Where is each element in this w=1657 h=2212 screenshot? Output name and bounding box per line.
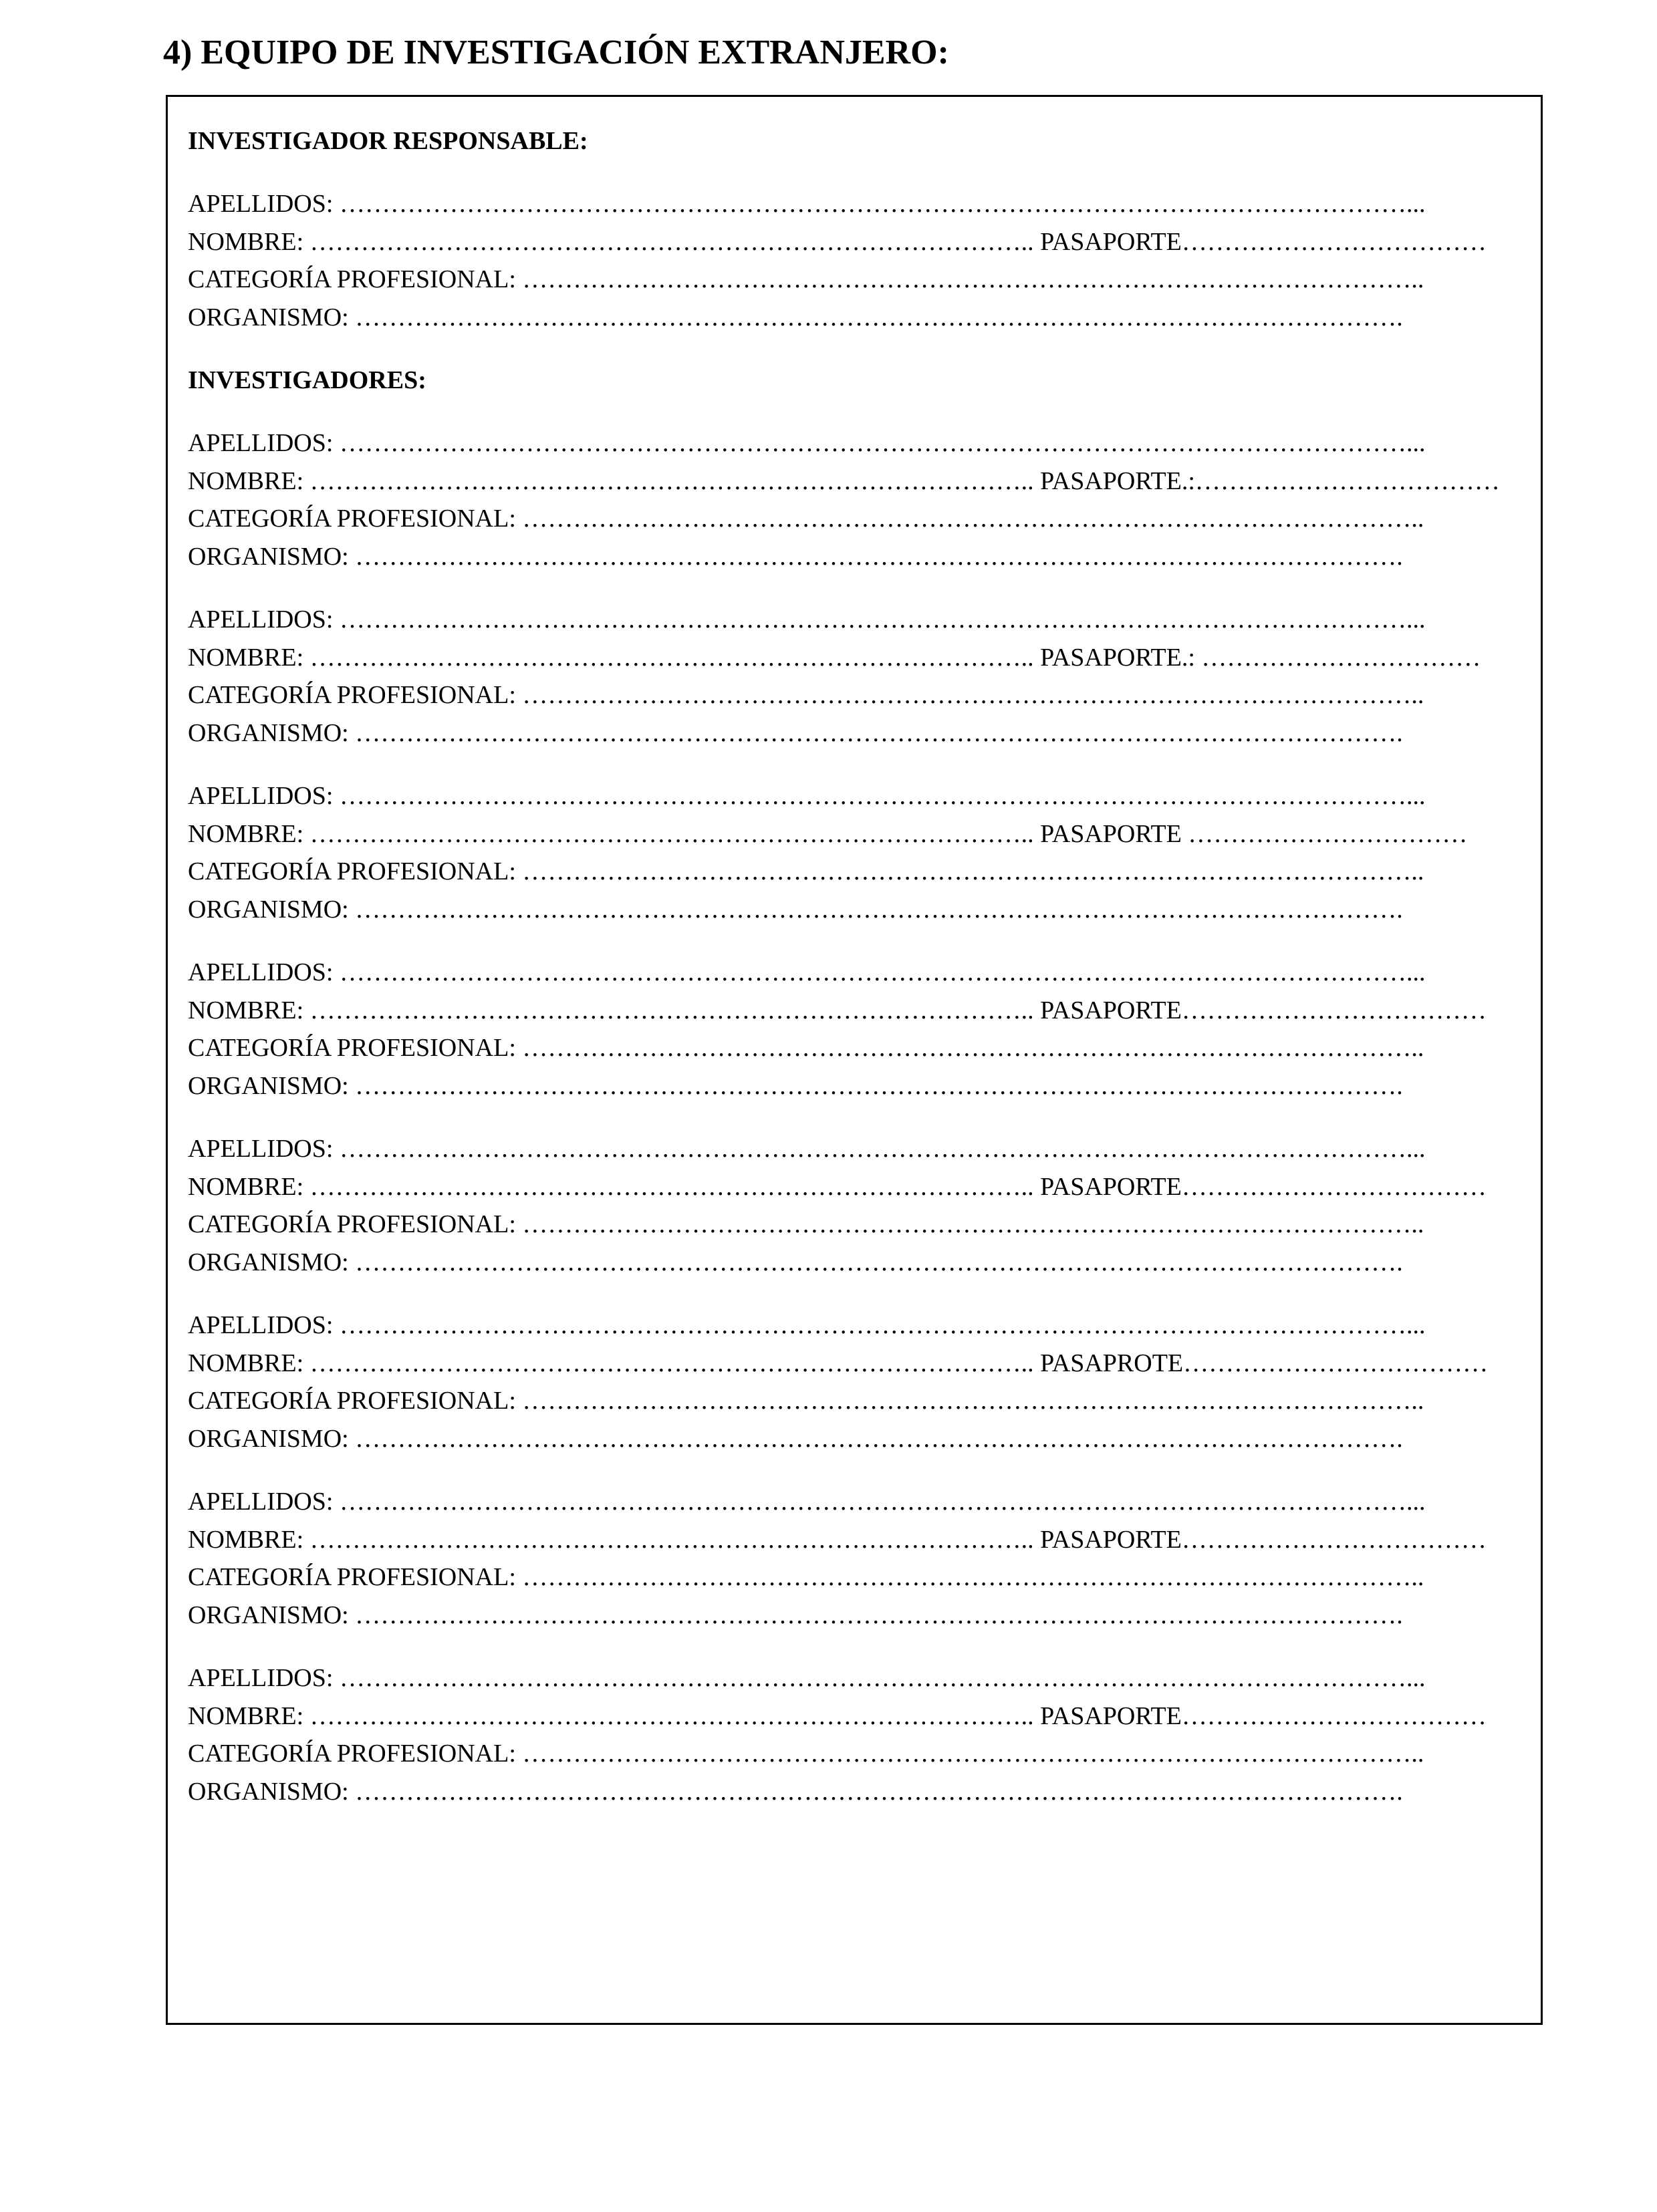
apellidos-field[interactable]: APELLIDOS: ………………………………………………………………………………………………………………... [188,605,1426,634]
organismo-field[interactable]: ORGANISMO: ……………………………………………………………………………………………………………. [188,1248,1403,1276]
categoria-profesional-field[interactable]: CATEGORÍA PROFESIONAL: …………………………………………………………………………………………….. [188,505,1424,533]
investigator-block [188,954,1518,1105]
apellidos-field[interactable]: APELLIDOS: ………………………………………………………………………………………………………………... [188,782,1426,810]
nombre-pasaporte-field[interactable]: NOMBRE: ………………………………………………………………………….. PASAPORTE …………………………… [188,819,1468,848]
categoria-profesional-field[interactable]: CATEGORÍA PROFESIONAL: …………………………………………………………………………………………….. [188,1034,1424,1062]
categoria-profesional-field[interactable]: CATEGORÍA PROFESIONAL: …………………………………………………………………………………………….. [188,1740,1424,1768]
organismo-field[interactable]: ORGANISMO: ……………………………………………………………………………………………………………. [188,1071,1403,1100]
apellidos-field[interactable]: APELLIDOS: ………………………………………………………………………………………………………………... [188,429,1426,457]
investigator-block [188,601,1518,752]
nombre-pasaporte-field[interactable]: NOMBRE: ………………………………………………………………………….. PASAPORTE.: …………………………… [188,643,1481,672]
organismo-field[interactable]: ORGANISMO: ……………………………………………………………………………………………………………. [188,1601,1403,1629]
nombre-pasaporte-field[interactable]: NOMBRE: ………………………………………………………………………….. PASAPORTE……………………………… [188,227,1487,256]
investigator-block [188,1306,1518,1458]
organismo-field[interactable]: ORGANISMO: ……………………………………………………………………………………………………………. [188,895,1403,924]
form-content [188,122,1518,1810]
nombre-pasaporte-field[interactable]: NOMBRE: ………………………………………………………………………….. PASAPORTE……………………………… [188,1172,1487,1201]
organismo-field[interactable]: ORGANISMO: ……………………………………………………………………………………………………………. [188,542,1403,571]
responsible-investigator-block [188,185,1518,336]
investigator-block [188,777,1518,928]
apellidos-field[interactable]: APELLIDOS: ………………………………………………………………………………………………………………... [188,190,1426,218]
categoria-profesional-field[interactable]: CATEGORÍA PROFESIONAL: …………………………………………………………………………………………….. [188,1210,1424,1238]
categoria-profesional-field[interactable]: CATEGORÍA PROFESIONAL: …………………………………………………………………………………………….. [188,1563,1424,1591]
nombre-pasaporte-field[interactable]: NOMBRE: ………………………………………………………………………….. PASAPORTE……………………………… [188,1525,1487,1554]
categoria-profesional-field[interactable]: CATEGORÍA PROFESIONAL: …………………………………………………………………………………………….. [188,857,1424,885]
organismo-field[interactable]: ORGANISMO: ……………………………………………………………………………………………………………. [188,718,1403,747]
organismo-field[interactable]: ORGANISMO: ……………………………………………………………………………………………………………. [188,1424,1403,1453]
apellidos-field[interactable]: APELLIDOS: ………………………………………………………………………………………………………………... [188,1135,1426,1163]
apellidos-field[interactable]: APELLIDOS: ………………………………………………………………………………………………………………... [188,1488,1426,1516]
nombre-pasaporte-field[interactable]: NOMBRE: ………………………………………………………………………….. PASAPROTE……………………………… [188,1349,1489,1377]
apellidos-field[interactable]: APELLIDOS: ………………………………………………………………………………………………………………... [188,958,1426,986]
investigators-heading: INVESTIGADORES: [188,366,426,394]
categoria-profesional-field[interactable]: CATEGORÍA PROFESIONAL: …………………………………………………………………………………………….. [188,265,1424,293]
investigator-block [188,424,1518,575]
investigator-block [188,1659,1518,1810]
categoria-profesional-field[interactable]: CATEGORÍA PROFESIONAL: …………………………………………………………………………………………….. [188,681,1424,709]
investigator-block [188,1130,1518,1281]
nombre-pasaporte-field[interactable]: NOMBRE: ………………………………………………………………………….. PASAPORTE.:……………………………… [188,466,1500,495]
research-team-form-box [166,95,1543,2025]
apellidos-field[interactable]: APELLIDOS: ………………………………………………………………………………………………………………... [188,1664,1426,1692]
organismo-field[interactable]: ORGANISMO: ……………………………………………………………………………………………………………. [188,1777,1403,1806]
categoria-profesional-field[interactable]: CATEGORÍA PROFESIONAL: …………………………………………………………………………………………….. [188,1387,1424,1415]
investigator-block [188,1483,1518,1634]
page-title: 4) EQUIPO DE INVESTIGACIÓN EXTRANJERO: [163,33,949,72]
nombre-pasaporte-field[interactable]: NOMBRE: ………………………………………………………………………….. PASAPORTE……………………………… [188,996,1487,1024]
nombre-pasaporte-field[interactable]: NOMBRE: ………………………………………………………………………….. PASAPORTE……………………………… [188,1701,1487,1730]
organismo-field[interactable]: ORGANISMO: ……………………………………………………………………………………………………………. [188,303,1403,331]
responsible-investigator-heading: INVESTIGADOR RESPONSABLE: [188,127,588,155]
investigators-list [188,424,1518,1810]
apellidos-field[interactable]: APELLIDOS: ………………………………………………………………………………………………………………... [188,1311,1426,1339]
